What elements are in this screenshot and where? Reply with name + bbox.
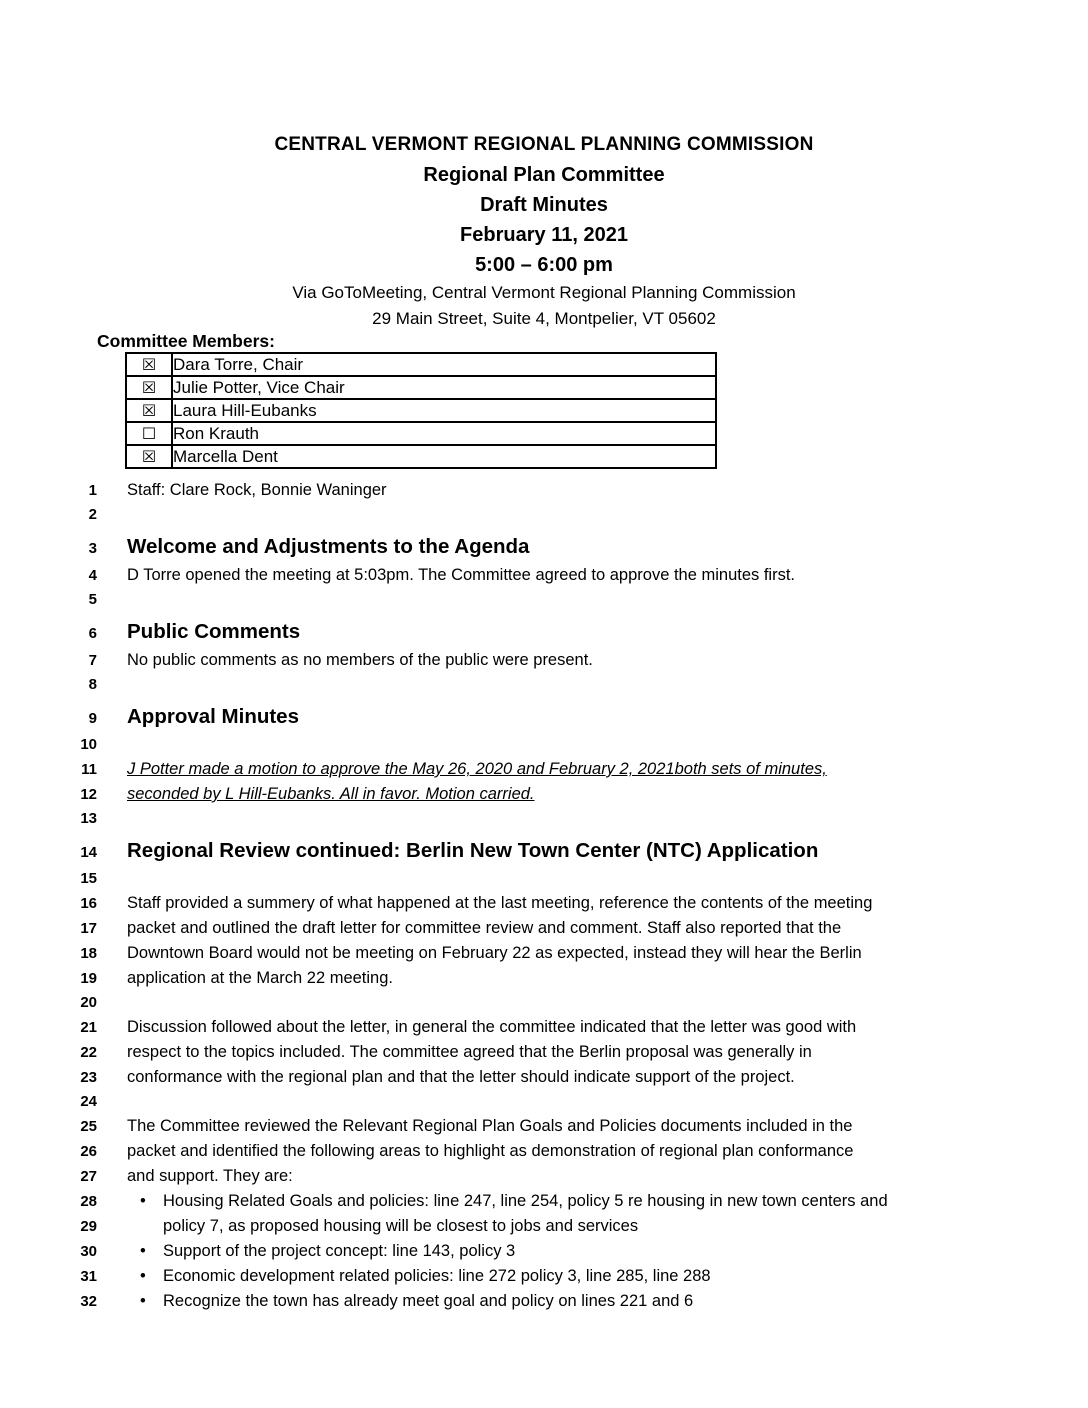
line-text: Downtown Board would not be meeting on February 22 as expected, instead they will hear the Berlin xyxy=(127,944,862,962)
minutes-line xyxy=(0,916,1088,941)
line-number: 18 xyxy=(80,945,97,962)
minutes-body xyxy=(0,478,1088,1314)
line-number: 12 xyxy=(80,786,97,803)
line-number: 4 xyxy=(88,567,97,584)
venue-line-1: Via GoToMeeting, Central Vermont Regional Planning Commission xyxy=(292,283,796,302)
line-text: respect to the topics included. The committee agreed that the Berlin proposal was generally in xyxy=(127,1043,812,1061)
section-heading: Approval Minutes xyxy=(127,705,299,728)
line-number: 27 xyxy=(80,1168,97,1185)
minutes-line xyxy=(0,807,1088,831)
line-text: Discussion followed about the letter, in general the committee indicated that the letter was good with xyxy=(127,1018,857,1036)
checkbox-unchecked-icon: ☐ xyxy=(141,423,157,443)
minutes-line xyxy=(0,1189,1088,1214)
line-number: 21 xyxy=(80,1019,97,1036)
checkbox-checked-icon: ☒ xyxy=(141,377,157,397)
checkbox-checked-icon: ☒ xyxy=(141,400,157,420)
attendance-cell xyxy=(126,353,172,376)
member-row xyxy=(126,399,716,422)
line-number: 32 xyxy=(80,1293,97,1310)
member-name: Julie Potter, Vice Chair xyxy=(172,376,716,399)
minutes-line xyxy=(0,588,1088,612)
bullet-icon: • xyxy=(140,1292,146,1310)
minutes-line xyxy=(0,941,1088,966)
minutes-line xyxy=(0,673,1088,697)
line-number: 28 xyxy=(80,1193,97,1210)
minutes-line xyxy=(0,966,1088,991)
line-text: seconded by L Hill-Eubanks. All in favor. Motion carried. xyxy=(127,785,535,803)
line-text: packet and identified the following areas to highlight as demonstration of regional plan conformance xyxy=(127,1142,854,1160)
minutes-line xyxy=(0,837,1088,867)
checkbox-checked-icon: ☒ xyxy=(141,446,157,466)
line-text: Staff provided a summery of what happened at the last meeting, reference the contents of the meeting xyxy=(127,894,873,912)
member-row xyxy=(126,376,716,399)
line-text: and support. They are: xyxy=(127,1167,293,1185)
minutes-line xyxy=(0,991,1088,1015)
minutes-line xyxy=(0,1040,1088,1065)
line-number: 7 xyxy=(88,652,97,669)
minutes-line xyxy=(0,1090,1088,1114)
line-text: Staff: Clare Rock, Bonnie Waninger xyxy=(127,481,387,499)
line-number: 6 xyxy=(88,625,97,642)
attendance-cell xyxy=(126,445,172,468)
line-text: No public comments as no members of the public were present. xyxy=(127,651,593,669)
minutes-line xyxy=(0,1289,1088,1314)
member-name: Laura Hill-Eubanks xyxy=(172,399,716,422)
line-text: • Economic development related policies: line 272 policy 3, line 285, line 288 xyxy=(127,1264,1088,1288)
line-number: 30 xyxy=(80,1243,97,1260)
line-number: 13 xyxy=(80,810,97,827)
attendance-cell xyxy=(126,422,172,445)
member-name: Ron Krauth xyxy=(172,422,716,445)
minutes-line xyxy=(0,782,1088,807)
member-row xyxy=(126,422,716,445)
minutes-line xyxy=(0,867,1088,891)
line-number: 10 xyxy=(80,736,97,753)
attendance-cell xyxy=(126,376,172,399)
line-text: D Torre opened the meeting at 5:03pm. The Committee agreed to approve the minutes first. xyxy=(127,566,796,584)
line-number: 31 xyxy=(80,1268,97,1285)
minutes-line xyxy=(0,1164,1088,1189)
attendance-cell xyxy=(126,399,172,422)
member-row xyxy=(126,445,716,468)
line-text: • Support of the project concept: line 143, policy 3 xyxy=(127,1239,1088,1263)
member-name: Marcella Dent xyxy=(172,445,716,468)
committee-title: Regional Plan Committee xyxy=(423,164,665,186)
minutes-line xyxy=(0,648,1088,673)
line-number: 17 xyxy=(80,920,97,937)
line-number: 15 xyxy=(80,870,97,887)
line-number: 24 xyxy=(80,1093,97,1110)
minutes-line xyxy=(0,891,1088,916)
line-number: 26 xyxy=(80,1143,97,1160)
minutes-line xyxy=(0,533,1088,563)
org-title: CENTRAL VERMONT REGIONAL PLANNING COMMISSION xyxy=(274,134,814,155)
committee-members-table xyxy=(125,352,717,469)
minutes-line xyxy=(0,1065,1088,1090)
section-heading: Welcome and Adjustments to the Agenda xyxy=(127,535,530,558)
line-number: 1 xyxy=(88,482,97,499)
section-heading: Regional Review continued: Berlin New Town Center (NTC) Application xyxy=(127,839,819,862)
minutes-line xyxy=(0,563,1088,588)
minutes-line xyxy=(0,1139,1088,1164)
minutes-line xyxy=(0,757,1088,782)
line-text: • Housing Related Goals and policies: line 247, line 254, policy 5 re housing in new town centers and xyxy=(127,1189,1088,1213)
line-number: 3 xyxy=(88,540,97,557)
line-number: 19 xyxy=(80,970,97,987)
bullet-icon: • xyxy=(140,1192,146,1210)
document-header xyxy=(0,0,1088,331)
line-number: 2 xyxy=(88,506,97,523)
line-number: 5 xyxy=(88,591,97,608)
venue-line-2: 29 Main Street, Suite 4, Montpelier, VT 05602 xyxy=(372,308,716,328)
meeting-time: 5:00 – 6:00 pm xyxy=(475,254,613,276)
line-text: conformance with the regional plan and that the letter should indicate support of the project. xyxy=(127,1068,795,1086)
minutes-line xyxy=(0,703,1088,733)
line-number: 23 xyxy=(80,1069,97,1086)
section-heading: Public Comments xyxy=(127,620,301,643)
doc-type-title: Draft Minutes xyxy=(480,194,608,216)
line-text: • Recognize the town has already meet goal and policy on lines 221 and 6 xyxy=(127,1289,1088,1313)
line-number: 22 xyxy=(80,1044,97,1061)
line-text: policy 7, as proposed housing will be closest to jobs and services xyxy=(163,1217,639,1235)
bullet-icon: • xyxy=(140,1242,146,1260)
line-number: 11 xyxy=(81,761,97,778)
line-number: 25 xyxy=(80,1118,97,1135)
minutes-line xyxy=(0,1015,1088,1040)
line-number: 20 xyxy=(80,994,97,1011)
minutes-line xyxy=(0,478,1088,503)
member-name: Dara Torre, Chair xyxy=(172,353,716,376)
line-number: 16 xyxy=(80,895,97,912)
line-number: 9 xyxy=(88,710,97,727)
line-number: 8 xyxy=(88,676,97,693)
checkbox-checked-icon: ☒ xyxy=(141,354,157,374)
line-number: 29 xyxy=(80,1218,97,1235)
line-text: J Potter made a motion to approve the May 26, 2020 and February 2, 2021both sets of minutes, xyxy=(127,760,827,778)
minutes-line xyxy=(0,1214,1088,1239)
minutes-line xyxy=(0,1239,1088,1264)
bullet-icon: • xyxy=(140,1267,146,1285)
line-text: application at the March 22 meeting. xyxy=(127,969,393,987)
minutes-line xyxy=(0,1264,1088,1289)
minutes-line xyxy=(0,1114,1088,1139)
line-number: 14 xyxy=(80,844,97,861)
minutes-line xyxy=(0,618,1088,648)
meeting-date: February 11, 2021 xyxy=(460,224,628,246)
minutes-line xyxy=(0,733,1088,757)
member-row xyxy=(126,353,716,376)
line-text: The Committee reviewed the Relevant Regional Plan Goals and Policies documents included in the xyxy=(127,1117,853,1135)
committee-members-label: Committee Members: xyxy=(97,331,275,351)
line-text: packet and outlined the draft letter for committee review and comment. Staff also reported that the xyxy=(127,919,842,937)
minutes-line xyxy=(0,503,1088,527)
